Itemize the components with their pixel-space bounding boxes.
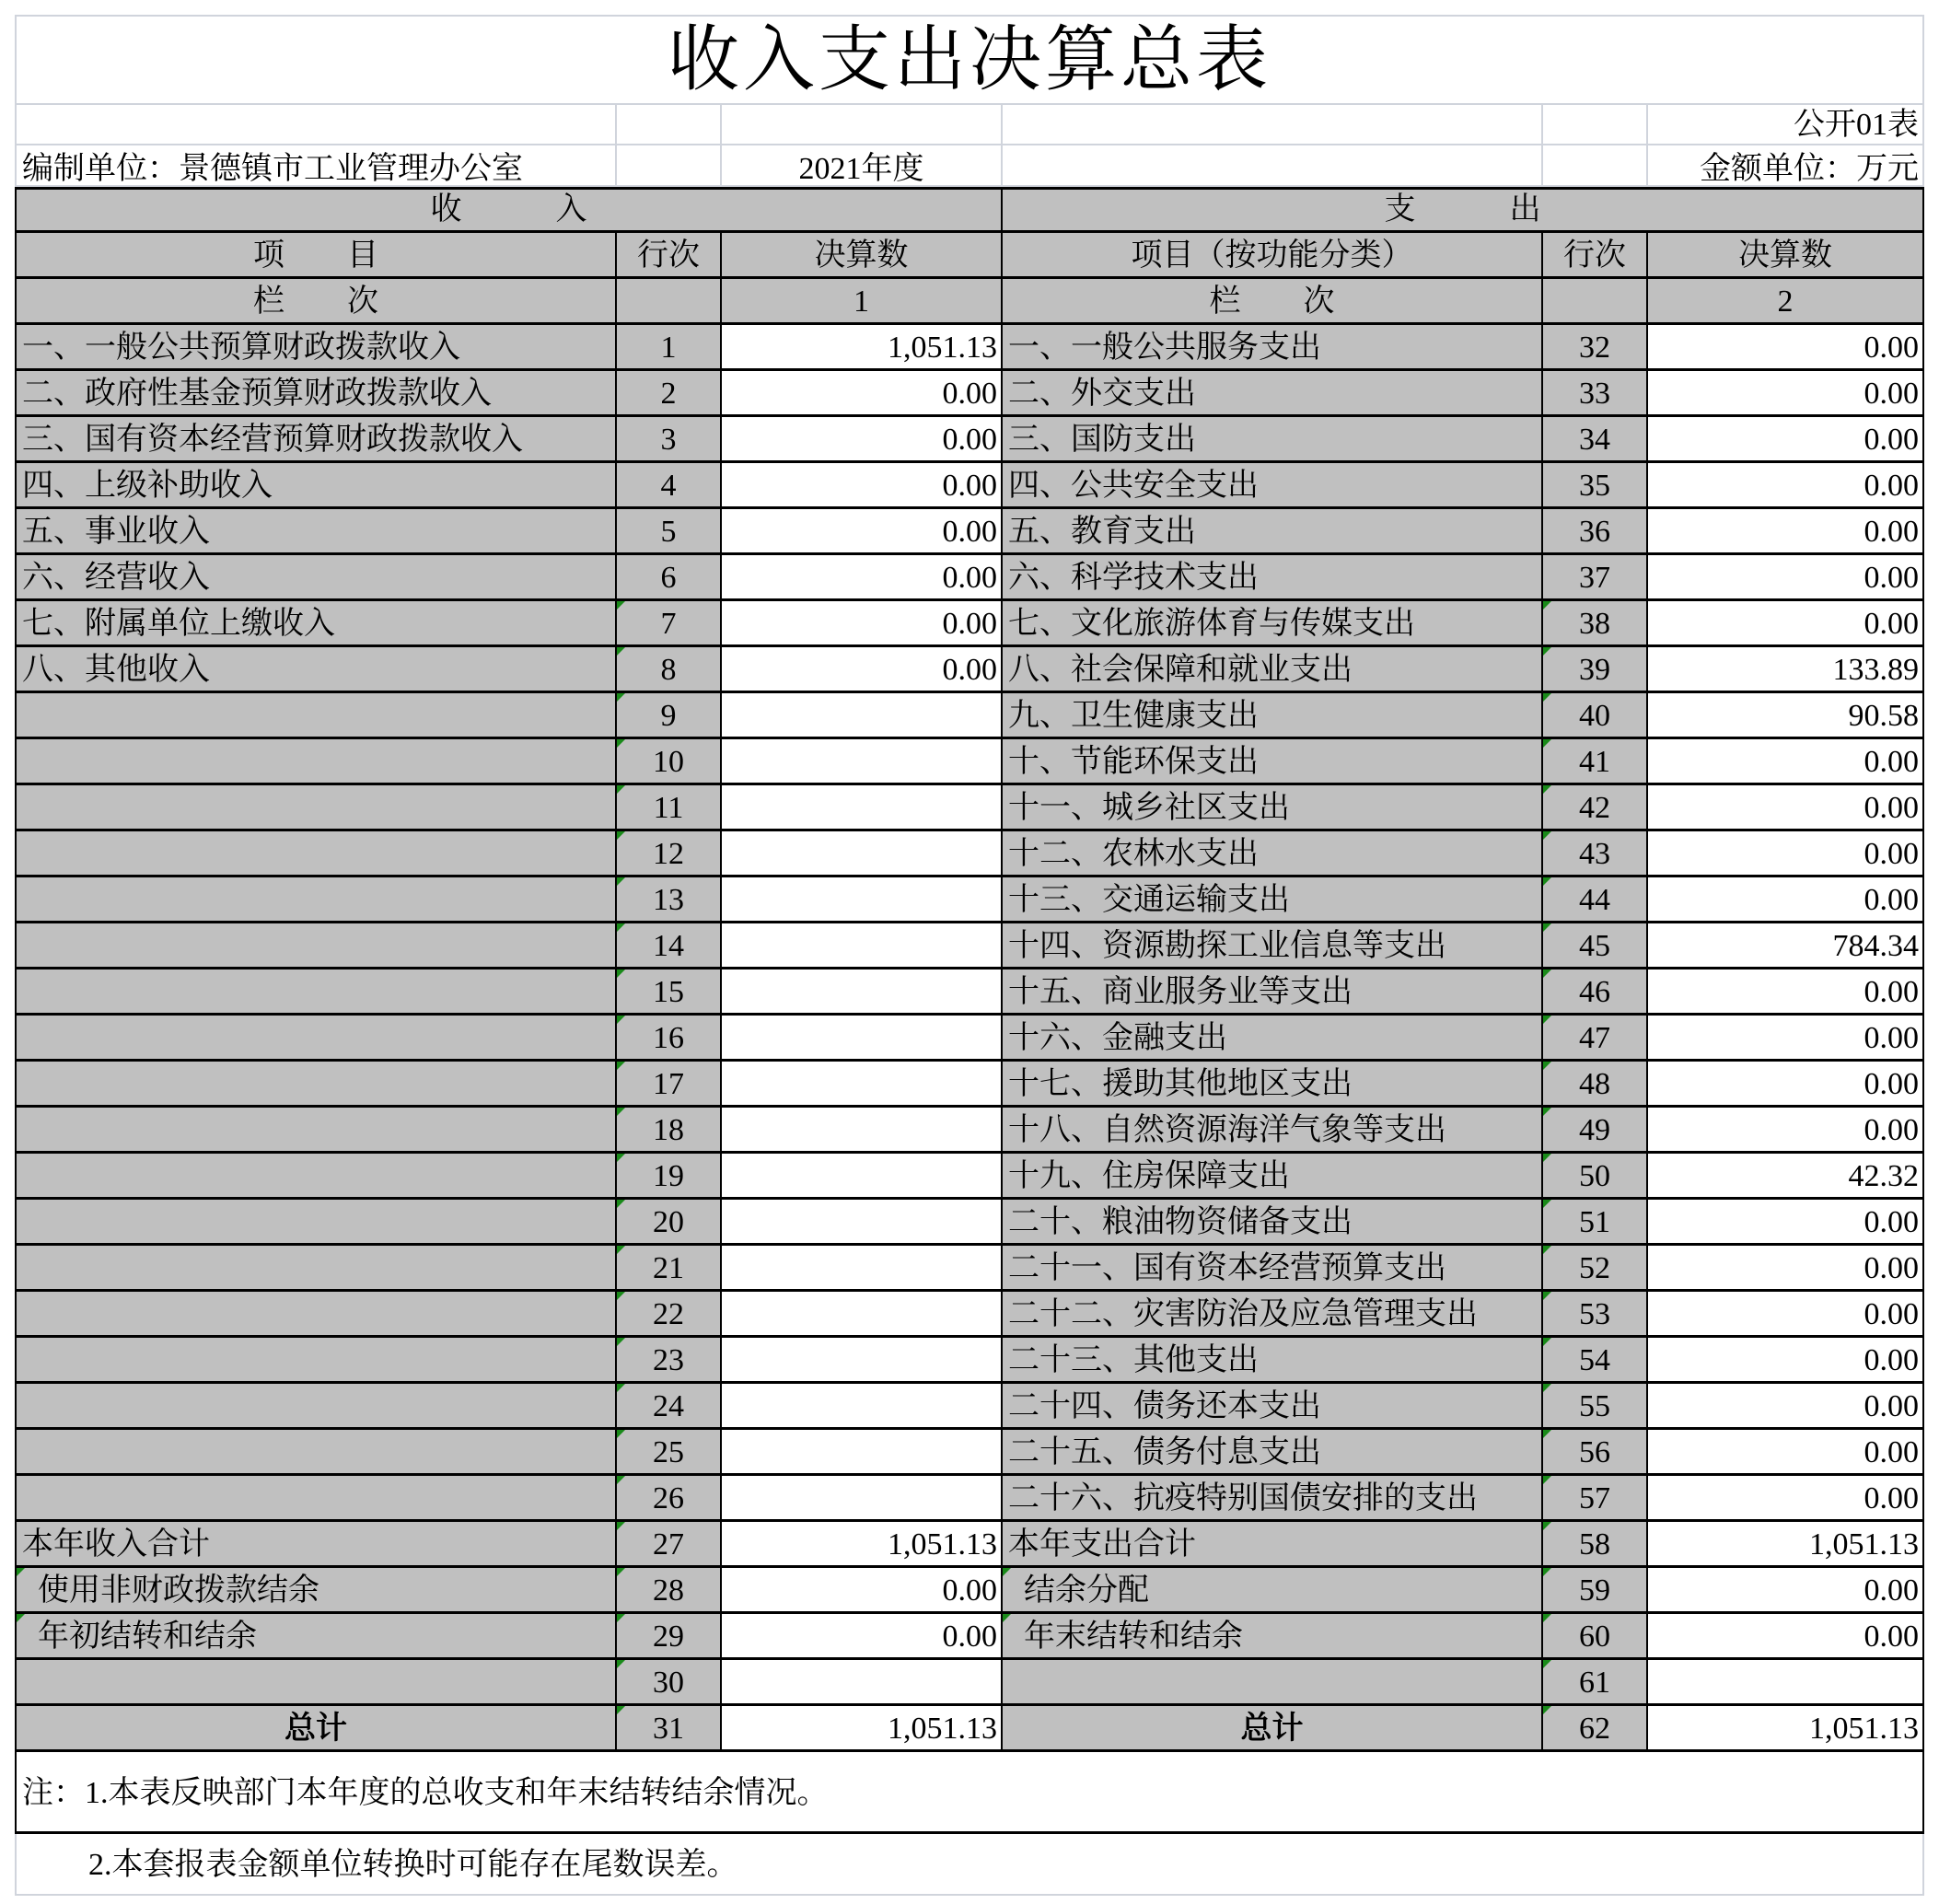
income-amount: 0.00: [722, 1568, 1003, 1614]
expense-item-label: 十九、住房保障支出: [1003, 1154, 1543, 1200]
expense-line-number: 50: [1543, 1154, 1648, 1200]
note-2: 2.本套报表金额单位转换时可能存在尾数误差。: [15, 1834, 1924, 1896]
income-item-label: 三、国有资本经营预算财政拨款收入: [15, 417, 617, 463]
expense-line-number: 45: [1543, 923, 1648, 969]
table-row: [15, 1614, 1924, 1660]
income-line-number: 2: [617, 371, 722, 417]
line-header: 行次: [617, 233, 722, 279]
form-number: 公开01表: [1648, 105, 1924, 145]
expense-amount: 0.00: [1648, 785, 1924, 831]
column-index-label: 栏 次: [15, 279, 617, 325]
expense-amount: 1,051.13: [1648, 1706, 1924, 1752]
income-amount: [722, 877, 1003, 923]
expense-line-number: 56: [1543, 1430, 1648, 1476]
expense-amount: 0.00: [1648, 1292, 1924, 1338]
table-row: [15, 1476, 1924, 1522]
expense-amount: 0.00: [1648, 555, 1924, 601]
income-item-label: 四、上级补助收入: [15, 463, 617, 509]
income-item-label: [15, 693, 617, 739]
expense-line-number: 44: [1543, 877, 1648, 923]
income-item-label: [15, 831, 617, 877]
income-amount: [722, 831, 1003, 877]
function-item-header: 项目（按功能分类）: [1003, 233, 1543, 279]
income-amount: [722, 1154, 1003, 1200]
expense-item-label: 十、节能环保支出: [1003, 739, 1543, 785]
column-index-row: [15, 279, 1924, 325]
page-title: 收入支出决算总表: [15, 15, 1924, 105]
expense-line-number: 37: [1543, 555, 1648, 601]
table-body: [15, 325, 1924, 1752]
expense-item-label: 二、外交支出: [1003, 371, 1543, 417]
expense-amount: 42.32: [1648, 1154, 1924, 1200]
expense-item-label: 二十、粮油物资储备支出: [1003, 1200, 1543, 1246]
income-amount: 0.00: [722, 417, 1003, 463]
expense-line-number: 52: [1543, 1246, 1648, 1292]
table-row: [15, 1062, 1924, 1108]
expense-amount: 0.00: [1648, 739, 1924, 785]
expense-line-number: 42: [1543, 785, 1648, 831]
table-row: [15, 417, 1924, 463]
expense-item-label: 结余分配: [1003, 1568, 1543, 1614]
income-line-number: 22: [617, 1292, 722, 1338]
table-row: [15, 647, 1924, 693]
income-item-label: [15, 923, 617, 969]
expense-item-label: 四、公共安全支出: [1003, 463, 1543, 509]
expense-amount: 0.00: [1648, 831, 1924, 877]
expense-line-number: 60: [1543, 1614, 1648, 1660]
income-amount: 0.00: [722, 509, 1003, 555]
expense-item-label: 十二、农林水支出: [1003, 831, 1543, 877]
income-item-label: 六、经营收入: [15, 555, 617, 601]
table-row: [15, 831, 1924, 877]
expense-line-number: 53: [1543, 1292, 1648, 1338]
income-amount: 0.00: [722, 463, 1003, 509]
expense-item-label: 五、教育支出: [1003, 509, 1543, 555]
expense-amount: 0.00: [1648, 509, 1924, 555]
expense-amount: 0.00: [1648, 1246, 1924, 1292]
income-amount: [722, 1062, 1003, 1108]
table-row: [15, 1384, 1924, 1430]
table-row: [15, 555, 1924, 601]
expense-amount: [1648, 1660, 1924, 1706]
income-line-number: 13: [617, 877, 722, 923]
expense-amount: 0.00: [1648, 969, 1924, 1016]
item-header: 项 目: [15, 233, 617, 279]
income-line-number: 19: [617, 1154, 722, 1200]
income-item-label: 使用非财政拨款结余: [15, 1568, 617, 1614]
expense-item-label: 十四、资源勘探工业信息等支出: [1003, 923, 1543, 969]
expense-item-label: 二十三、其他支出: [1003, 1338, 1543, 1384]
expense-line-number: 33: [1543, 371, 1648, 417]
column-index-1: 1: [722, 279, 1003, 325]
expense-item-label: 二十六、抗疫特别国债安排的支出: [1003, 1476, 1543, 1522]
table-row: [15, 739, 1924, 785]
table-row: [15, 463, 1924, 509]
income-line-number: 29: [617, 1614, 722, 1660]
expense-amount: 0.00: [1648, 1568, 1924, 1614]
income-amount: [722, 1200, 1003, 1246]
income-line-number: 3: [617, 417, 722, 463]
table-row: [15, 371, 1924, 417]
expense-amount: 784.34: [1648, 923, 1924, 969]
income-amount: [722, 1476, 1003, 1522]
note-1: 注：1.本表反映部门本年度的总收支和年末结转结余情况。: [15, 1752, 1924, 1834]
expense-amount: 0.00: [1648, 1338, 1924, 1384]
final-accounts-sheet: [15, 15, 1924, 1896]
expense-line-number: 59: [1543, 1568, 1648, 1614]
income-line-number: 4: [617, 463, 722, 509]
expense-item-label: 三、国防支出: [1003, 417, 1543, 463]
income-amount: 1,051.13: [722, 1522, 1003, 1568]
expense-amount: 0.00: [1648, 1062, 1924, 1108]
expense-item-label: 十七、援助其他地区支出: [1003, 1062, 1543, 1108]
income-line-number: 26: [617, 1476, 722, 1522]
income-item-label: [15, 877, 617, 923]
income-item-label: 二、政府性基金预算财政拨款收入: [15, 371, 617, 417]
expense-item-label: 八、社会保障和就业支出: [1003, 647, 1543, 693]
income-item-label: [15, 1246, 617, 1292]
income-amount: 0.00: [722, 555, 1003, 601]
expense-item-label: 二十二、灾害防治及应急管理支出: [1003, 1292, 1543, 1338]
expense-amount: 0.00: [1648, 1384, 1924, 1430]
income-line-number: 31: [617, 1706, 722, 1752]
income-line-number: 1: [617, 325, 722, 371]
expense-item-label: 九、卫生健康支出: [1003, 693, 1543, 739]
table-row: [15, 1246, 1924, 1292]
expense-amount: 1,051.13: [1648, 1522, 1924, 1568]
fiscal-year: 2021年度: [722, 145, 1003, 187]
income-item-label: 五、事业收入: [15, 509, 617, 555]
table-row: [15, 1522, 1924, 1568]
income-line-number: 11: [617, 785, 722, 831]
table-row: [15, 325, 1924, 371]
income-amount: [722, 739, 1003, 785]
form-no-row: [15, 105, 1924, 145]
income-amount: [722, 1384, 1003, 1430]
expense-amount: 0.00: [1648, 463, 1924, 509]
income-line-number: 9: [617, 693, 722, 739]
expense-line-number: 48: [1543, 1062, 1648, 1108]
income-amount: 1,051.13: [722, 1706, 1003, 1752]
expense-item-label: 十六、金融支出: [1003, 1016, 1543, 1062]
income-item-label: 一、一般公共预算财政拨款收入: [15, 325, 617, 371]
expense-line-number: 40: [1543, 693, 1648, 739]
income-line-number: 12: [617, 831, 722, 877]
table-row: [15, 1016, 1924, 1062]
income-item-label: [15, 969, 617, 1016]
expense-item-label: 十一、城乡社区支出: [1003, 785, 1543, 831]
table-row: [15, 1430, 1924, 1476]
expense-line-number: 43: [1543, 831, 1648, 877]
expense-line-number: 35: [1543, 463, 1648, 509]
income-item-label: [15, 1476, 617, 1522]
expense-item-label: 年末结转和结余: [1003, 1614, 1543, 1660]
compiling-unit: 编制单位：景德镇市工业管理办公室: [15, 145, 617, 187]
income-item-label: [15, 1062, 617, 1108]
expense-amount: 0.00: [1648, 1614, 1924, 1660]
income-item-label: [15, 1338, 617, 1384]
income-amount: 0.00: [722, 371, 1003, 417]
column-index-2: 2: [1648, 279, 1924, 325]
income-amount: [722, 923, 1003, 969]
expense-item-label: 本年支出合计: [1003, 1522, 1543, 1568]
income-line-number: 25: [617, 1430, 722, 1476]
column-header-row: [15, 233, 1924, 279]
table-row: [15, 923, 1924, 969]
income-item-label: [15, 1384, 617, 1430]
income-amount: 0.00: [722, 647, 1003, 693]
income-line-number: 24: [617, 1384, 722, 1430]
income-line-number: 28: [617, 1568, 722, 1614]
income-amount: [722, 1016, 1003, 1062]
expense-line-number: 36: [1543, 509, 1648, 555]
table-row: [15, 601, 1924, 647]
expense-amount: 0.00: [1648, 1108, 1924, 1154]
income-line-number: 6: [617, 555, 722, 601]
income-amount: 0.00: [722, 601, 1003, 647]
income-amount: 1,051.13: [722, 325, 1003, 371]
income-line-number: 21: [617, 1246, 722, 1292]
income-header: 收 入: [15, 190, 1003, 233]
expense-line-number: 62: [1543, 1706, 1648, 1752]
income-line-number: 15: [617, 969, 722, 1016]
income-line-number: 14: [617, 923, 722, 969]
table-row: [15, 877, 1924, 923]
income-item-label: 八、其他收入: [15, 647, 617, 693]
expense-line-number: 57: [1543, 1476, 1648, 1522]
income-line-number: 23: [617, 1338, 722, 1384]
income-item-label: [15, 1016, 617, 1062]
table-row: [15, 785, 1924, 831]
table-row: [15, 969, 1924, 1016]
income-item-label: [15, 1200, 617, 1246]
expense-line-number: 34: [1543, 417, 1648, 463]
expense-item-label: 六、科学技术支出: [1003, 555, 1543, 601]
column-index-label: 栏 次: [1003, 279, 1543, 325]
expense-amount: 133.89: [1648, 647, 1924, 693]
table-row: [15, 1660, 1924, 1706]
expense-line-number: 41: [1543, 739, 1648, 785]
expense-item-label: [1003, 1660, 1543, 1706]
income-line-number: 10: [617, 739, 722, 785]
income-line-number: 20: [617, 1200, 722, 1246]
income-item-label: 七、附属单位上缴收入: [15, 601, 617, 647]
table-row: [15, 693, 1924, 739]
income-line-number: 27: [617, 1522, 722, 1568]
expense-item-label: 总计: [1003, 1706, 1543, 1752]
income-item-label: [15, 1108, 617, 1154]
income-amount: [722, 1338, 1003, 1384]
amount-header: 决算数: [722, 233, 1003, 279]
income-item-label: [15, 1154, 617, 1200]
currency-unit: 金额单位：万元: [1648, 145, 1924, 187]
line-header: 行次: [1543, 233, 1648, 279]
income-amount: [722, 1246, 1003, 1292]
expense-line-number: 49: [1543, 1108, 1648, 1154]
expense-item-label: 十三、交通运输支出: [1003, 877, 1543, 923]
expense-amount: 0.00: [1648, 1016, 1924, 1062]
expense-amount: 0.00: [1648, 601, 1924, 647]
expense-line-number: 46: [1543, 969, 1648, 1016]
expense-line-number: 61: [1543, 1660, 1648, 1706]
table-row: [15, 1292, 1924, 1338]
income-amount: [722, 969, 1003, 1016]
expense-line-number: 32: [1543, 325, 1648, 371]
expense-header: 支 出: [1003, 190, 1924, 233]
expense-amount: 0.00: [1648, 1430, 1924, 1476]
income-line-number: 16: [617, 1016, 722, 1062]
expense-item-label: 二十一、国有资本经营预算支出: [1003, 1246, 1543, 1292]
income-amount: [722, 1108, 1003, 1154]
expense-item-label: 十五、商业服务业等支出: [1003, 969, 1543, 1016]
income-item-label: [15, 739, 617, 785]
income-item-label: [15, 1430, 617, 1476]
expense-item-label: 七、文化旅游体育与传媒支出: [1003, 601, 1543, 647]
expense-item-label: 一、一般公共服务支出: [1003, 325, 1543, 371]
income-item-label: [15, 785, 617, 831]
expense-line-number: 51: [1543, 1200, 1648, 1246]
income-item-label: 总计: [15, 1706, 617, 1752]
expense-line-number: 39: [1543, 647, 1648, 693]
expense-amount: 0.00: [1648, 325, 1924, 371]
income-item-label: [15, 1292, 617, 1338]
expense-amount: 90.58: [1648, 693, 1924, 739]
income-amount: [722, 693, 1003, 739]
income-line-number: 8: [617, 647, 722, 693]
expense-amount: 0.00: [1648, 1200, 1924, 1246]
section-header-row: [15, 190, 1924, 233]
expense-amount: 0.00: [1648, 877, 1924, 923]
income-amount: [722, 1430, 1003, 1476]
income-item-label: [15, 1660, 617, 1706]
expense-item-label: 二十五、债务付息支出: [1003, 1430, 1543, 1476]
income-line-number: 18: [617, 1108, 722, 1154]
expense-amount: 0.00: [1648, 417, 1924, 463]
expense-amount: 0.00: [1648, 1476, 1924, 1522]
expense-line-number: 58: [1543, 1522, 1648, 1568]
expense-amount: 0.00: [1648, 371, 1924, 417]
table-row: [15, 1706, 1924, 1752]
expense-item-label: 十八、自然资源海洋气象等支出: [1003, 1108, 1543, 1154]
income-item-label: 本年收入合计: [15, 1522, 617, 1568]
income-amount: 0.00: [722, 1614, 1003, 1660]
amount-header: 决算数: [1648, 233, 1924, 279]
income-line-number: 7: [617, 601, 722, 647]
income-item-label: 年初结转和结余: [15, 1614, 617, 1660]
table-row: [15, 1200, 1924, 1246]
table-row: [15, 1338, 1924, 1384]
info-row: [15, 145, 1924, 187]
expense-item-label: 二十四、债务还本支出: [1003, 1384, 1543, 1430]
expense-line-number: 55: [1543, 1384, 1648, 1430]
table-row: [15, 1154, 1924, 1200]
table-row: [15, 1108, 1924, 1154]
income-line-number: 17: [617, 1062, 722, 1108]
table-row: [15, 509, 1924, 555]
expense-line-number: 38: [1543, 601, 1648, 647]
table-row: [15, 1568, 1924, 1614]
income-line-number: 30: [617, 1660, 722, 1706]
expense-line-number: 54: [1543, 1338, 1648, 1384]
income-line-number: 5: [617, 509, 722, 555]
income-amount: [722, 1292, 1003, 1338]
expense-line-number: 47: [1543, 1016, 1648, 1062]
income-amount: [722, 785, 1003, 831]
income-amount: [722, 1660, 1003, 1706]
